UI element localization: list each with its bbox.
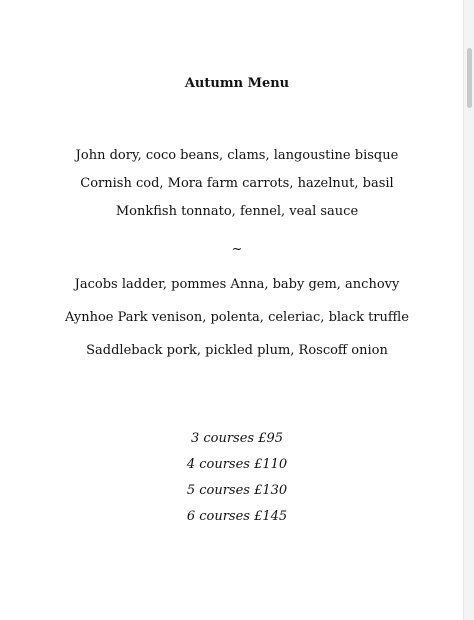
menu-title: Autumn Menu (184, 76, 290, 91)
scrollbar-thumb[interactable] (467, 48, 472, 108)
price-5-courses: 5 courses £130 (186, 483, 288, 498)
price-4-courses: 4 courses £110 (186, 457, 288, 472)
dish-john-dory: John dory, coco beans, clams, langoustine bisque (75, 148, 399, 163)
dish-pork: Saddleback pork, pickled plum, Roscoff onion (86, 343, 388, 358)
dish-cornish-cod: Cornish cod, Mora farm carrots, hazelnut, basil (80, 176, 394, 191)
dish-venison: Aynhoe Park venison, polenta, celeriac, black truffle (65, 310, 409, 325)
dish-jacobs-ladder: Jacobs ladder, pommes Anna, baby gem, anchovy (74, 277, 400, 292)
price-6-courses: 6 courses £145 (186, 509, 288, 524)
dish-monkfish: Monkfish tonnato, fennel, veal sauce (115, 204, 359, 219)
section-separator: ~ (231, 242, 243, 257)
vertical-scrollbar[interactable] (463, 0, 474, 620)
price-3-courses: 3 courses £95 (190, 431, 284, 446)
